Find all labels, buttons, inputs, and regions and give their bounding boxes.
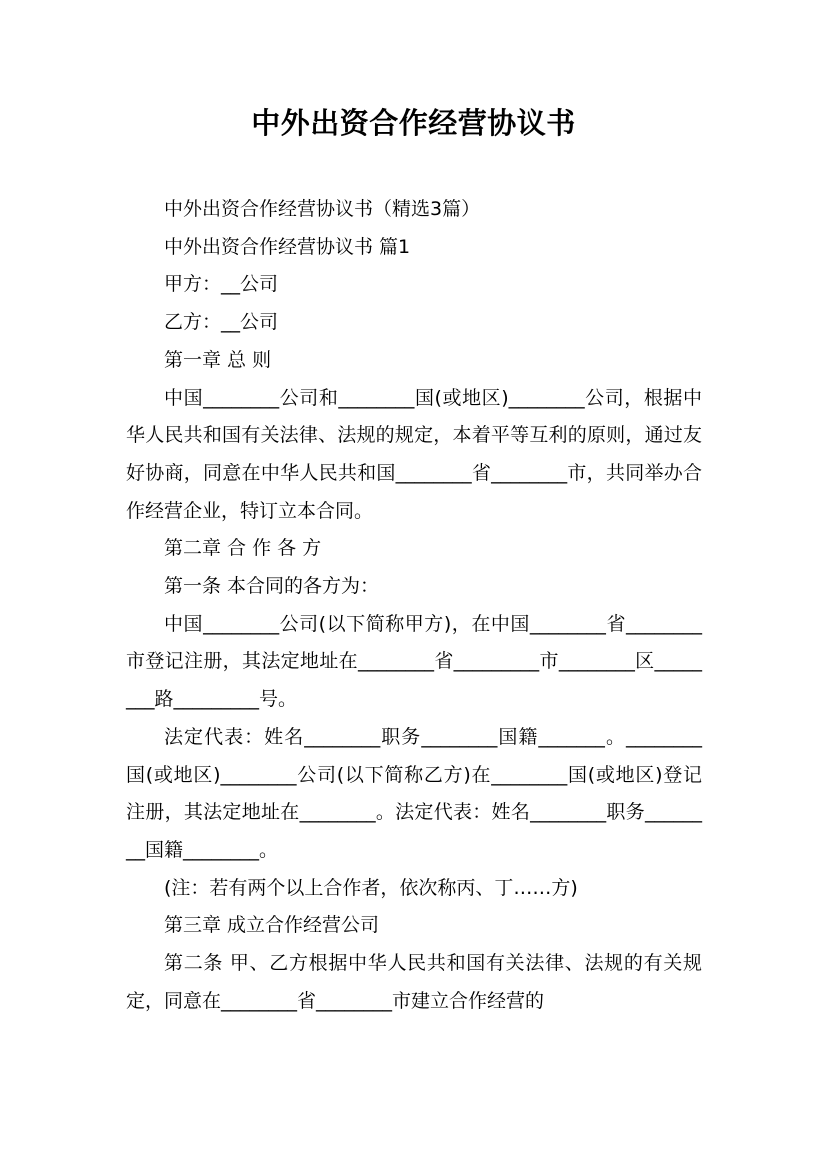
chapter-heading: 第一章 总 则 [164,348,272,371]
paragraph: 乙方：__公司 [164,311,279,334]
paragraph: 中国________公司和________国(或地区)________公司，根据中华人民共和国有关法律、法规的规定，本着平等互利的原则，通过友好协商，同意在中华人民共和国________省________市，共同举办合作经营企业，特订立本合同。 [126,386,702,522]
document-body [126,191,702,1020]
note: (注：若有两个以上合作者，依次称丙、丁……方) [164,876,578,899]
chapter-heading: 第三章 成立合作经营公司 [164,914,380,937]
document-title: 中外出资合作经营协议书 [251,106,576,140]
article-heading: 第一条 本合同的各方为： [164,575,380,598]
paragraph: 中国________公司(以下简称甲方)，在中国________省________市登记注册，其法定地址在________省_________市________区________路_________号。 [126,612,702,711]
paragraph: 中外出资合作经营协议书（精选3篇） [164,198,481,220]
chapter-heading: 第二章 合 作 各 方 [164,537,322,560]
paragraph: 法定代表：姓名________职务________国籍_______。________国(或地区)________公司(以下简称乙方)在________国(或地区)登记注册，其法定地址在________。法定代表：姓名________职务________国籍________。 [126,725,702,861]
paragraph: 第二条 甲、乙方根据中华人民共和国有关法律、法规的有关规定，同意在________省________市建立合作经营的 [126,952,702,1012]
paragraph: 甲方：__公司 [164,273,279,296]
paragraph: 中外出资合作经营协议书 篇1 [164,235,411,258]
